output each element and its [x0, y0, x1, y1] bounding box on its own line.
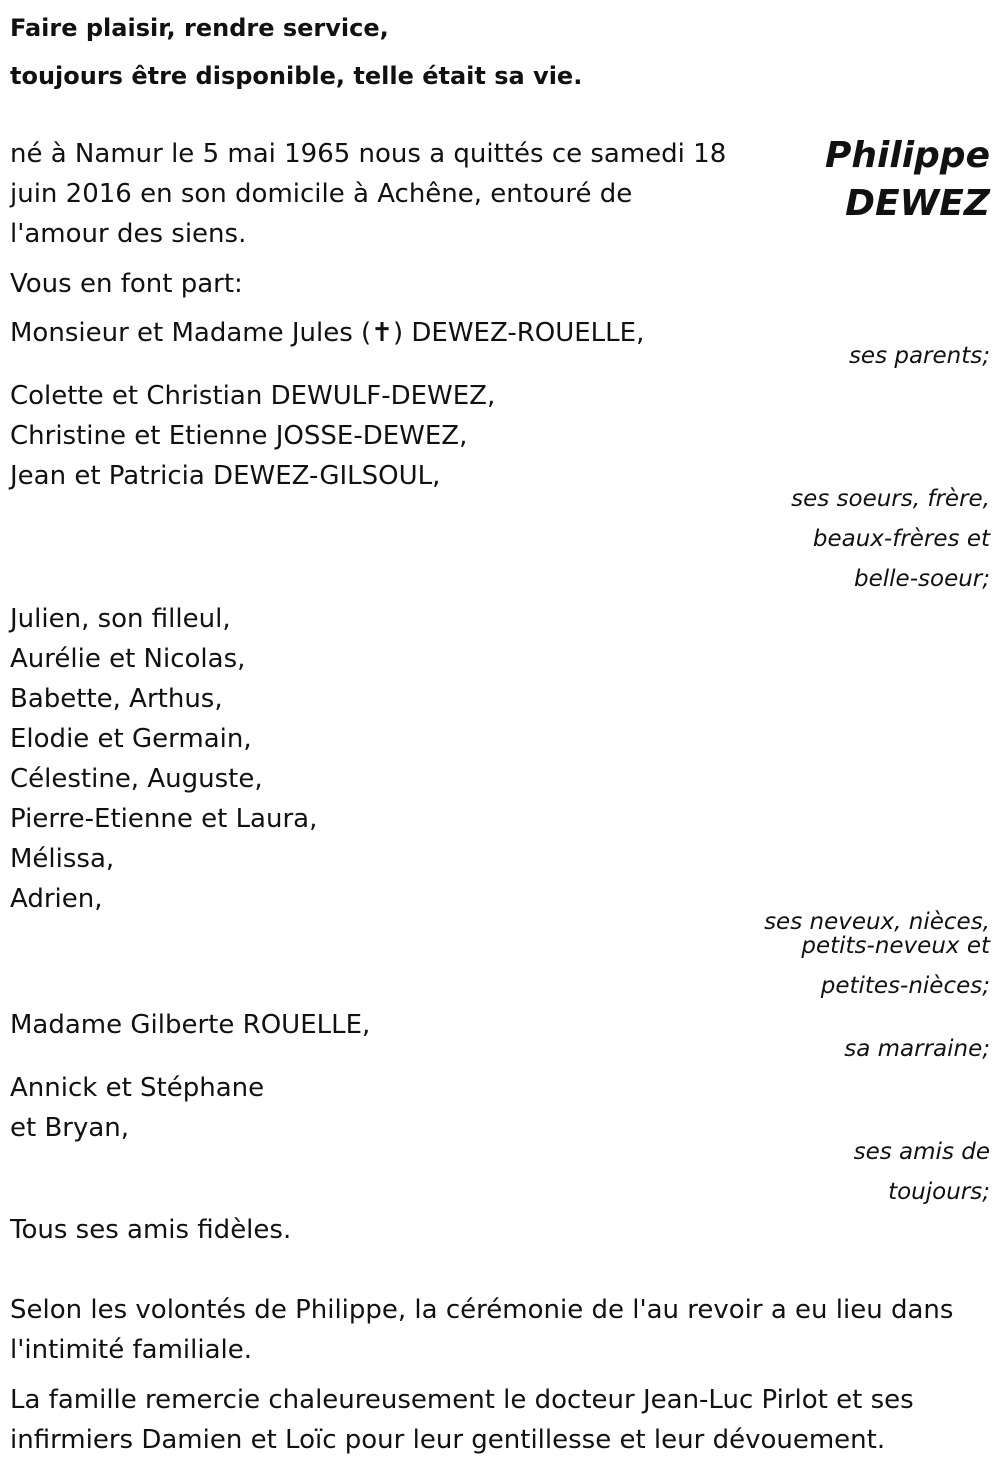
- godmother-name: Madame Gilberte ROUELLE,: [10, 1010, 371, 1040]
- nephews-relation-1: ses neveux, nièces,: [764, 909, 990, 935]
- nephews-name-5: Célestine, Auguste,: [10, 764, 263, 794]
- friends-name-2: et Bryan,: [10, 1113, 130, 1143]
- motto-line-1: Faire plaisir, rendre service,: [10, 14, 389, 42]
- all-friends-text: Tous ses amis fidèles.: [10, 1215, 292, 1245]
- intro-line-3: l'amour des siens.: [10, 219, 247, 249]
- siblings-relation-1: ses soeurs, frère,: [791, 486, 990, 512]
- intro-line-1: né à Namur le 5 mai 1965 nous a quittés ce samedi 18: [10, 139, 727, 169]
- nephews-relation-2: petits-neveux et: [801, 933, 990, 959]
- siblings-relation-3: belle-soeur;: [854, 566, 990, 592]
- nephews-name-4: Elodie et Germain,: [10, 724, 252, 754]
- nephews-name-8: Adrien,: [10, 884, 103, 914]
- nephews-name-3: Babette, Arthus,: [10, 684, 223, 714]
- motto-line-2: toujours être disponible, telle était sa vie.: [10, 62, 583, 90]
- siblings-name-3: Jean et Patricia DEWEZ-GILSOUL,: [10, 461, 441, 491]
- thanks-paragraph: La famille remercie chaleureusement le docteur Jean-Luc Pirlot et ses infirmiers Damien et Loïc pour leur gentillesse et leur dévouement.: [10, 1385, 914, 1455]
- parents-name: Monsieur et Madame Jules (✝) DEWEZ-ROUELLE,: [10, 318, 645, 348]
- parents-relation: ses parents;: [848, 343, 990, 369]
- deceased-first-name: Philippe: [825, 135, 990, 176]
- nephews-name-2: Aurélie et Nicolas,: [10, 644, 246, 674]
- nephews-name-1: Julien, son filleul,: [10, 604, 231, 634]
- siblings-name-2: Christine et Etienne JOSSE-DEWEZ,: [10, 421, 468, 451]
- deceased-last-name: DEWEZ: [845, 183, 990, 224]
- intro-line-2: juin 2016 en son domicile à Achêne, entouré de: [10, 179, 633, 209]
- nephews-relation-3: petites-nièces;: [820, 973, 990, 999]
- friends-name-1: Annick et Stéphane: [10, 1073, 265, 1103]
- nephews-name-7: Mélissa,: [10, 844, 115, 874]
- godmother-relation: sa marraine;: [844, 1036, 990, 1062]
- siblings-name-1: Colette et Christian DEWULF-DEWEZ,: [10, 381, 496, 411]
- friends-relation-1: ses amis de: [853, 1139, 990, 1165]
- announce-text: Vous en font part:: [10, 269, 243, 299]
- ceremony-paragraph: Selon les volontés de Philippe, la cérémonie de l'au revoir a eu lieu dans l'intimité familiale.: [10, 1295, 954, 1365]
- friends-relation-2: toujours;: [888, 1179, 990, 1205]
- siblings-relation-2: beaux-frères et: [812, 526, 990, 552]
- nephews-name-6: Pierre-Etienne et Laura,: [10, 804, 318, 834]
